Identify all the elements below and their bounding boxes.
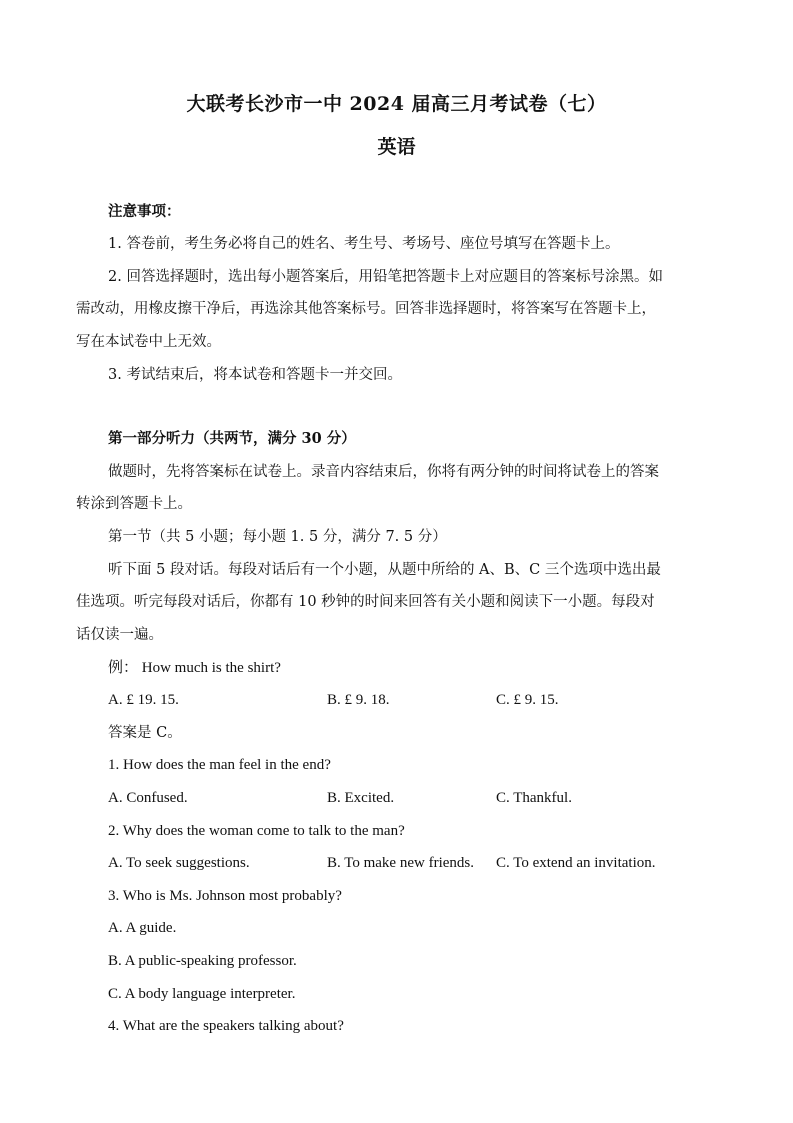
example-option-b: B. £ 9. 18.: [327, 692, 390, 708]
notice-item-2-line-1: 2. 回答选择题时，选出每小题答案后，用铅笔把答题卡上对应题目的答案标号涂黑。如: [108, 269, 663, 285]
notice-item-1: 1. 答卷前，考生务必将自己的姓名、考生号、考场号、座位号填写在答题卡上。: [108, 236, 620, 252]
question-3: 3. Who is Ms. Johnson most probably?: [108, 888, 342, 904]
question-3-option-c: C. A body language interpreter.: [108, 986, 296, 1002]
question-2: 2. Why does the woman come to talk to the man?: [108, 823, 405, 839]
section1-instructions-line-3: 话仅读一遍。: [76, 627, 163, 643]
question-2-option-b: B. To make new friends.: [327, 855, 474, 871]
question-3-option-b: B. A public-speaking professor.: [108, 953, 297, 969]
notice-item-2-line-2: 需改动，用橡皮擦干净后，再选涂其他答案标号。回答非选择题时，将答案写在答题卡上，: [76, 301, 656, 317]
example-option-c: C. £ 9. 15.: [496, 692, 559, 708]
example-question: 例： How much is the shirt?: [108, 660, 281, 676]
example-option-a: A. £ 19. 15.: [108, 692, 179, 708]
question-3-option-a: A. A guide.: [108, 920, 177, 936]
example-answer: 答案是 C。: [108, 725, 182, 741]
question-2-option-a: A. To seek suggestions.: [108, 855, 250, 871]
subject-title: 英语: [377, 136, 416, 158]
question-2-option-c: C. To extend an invitation.: [496, 855, 656, 871]
question-4: 4. What are the speakers talking about?: [108, 1018, 344, 1034]
notice-item-3: 3. 考试结束后，将本试卷和答题卡一并交回。: [108, 367, 402, 383]
part1-intro-line-2: 转涂到答题卡上。: [76, 496, 192, 512]
question-1-option-a: A. Confused.: [108, 790, 188, 806]
question-1: 1. How does the man feel in the end?: [108, 757, 331, 773]
notice-heading: 注意事项：: [108, 203, 181, 220]
section1-instructions-line-1: 听下面 5 段对话。每段对话后有一个小题，从题中所给的 A、B、C 三个选项中选出最: [108, 562, 661, 578]
notice-item-2-line-3: 写在本试卷中上无效。: [76, 334, 221, 350]
part1-intro-line-1: 做题时，先将答案标在试卷上。录音内容结束后，你将有两分钟的时间将试卷上的答案: [108, 464, 659, 480]
part1-heading: 第一部分听力（共两节，满分 30 分）: [108, 430, 356, 447]
section1-instructions-line-2: 佳选项。听完每段对话后，你都有 10 秒钟的时间来回答有关小题和阅读下一小题。每段对: [76, 594, 655, 610]
question-1-option-c: C. Thankful.: [496, 790, 572, 806]
exam-title: 大联考长沙市一中 2024 届高三月考试卷（七）: [186, 93, 607, 115]
section1-heading: 第一节（共 5 小题；每小题 1. 5 分，满分 7. 5 分）: [108, 529, 447, 545]
question-1-option-b: B. Excited.: [327, 790, 395, 806]
